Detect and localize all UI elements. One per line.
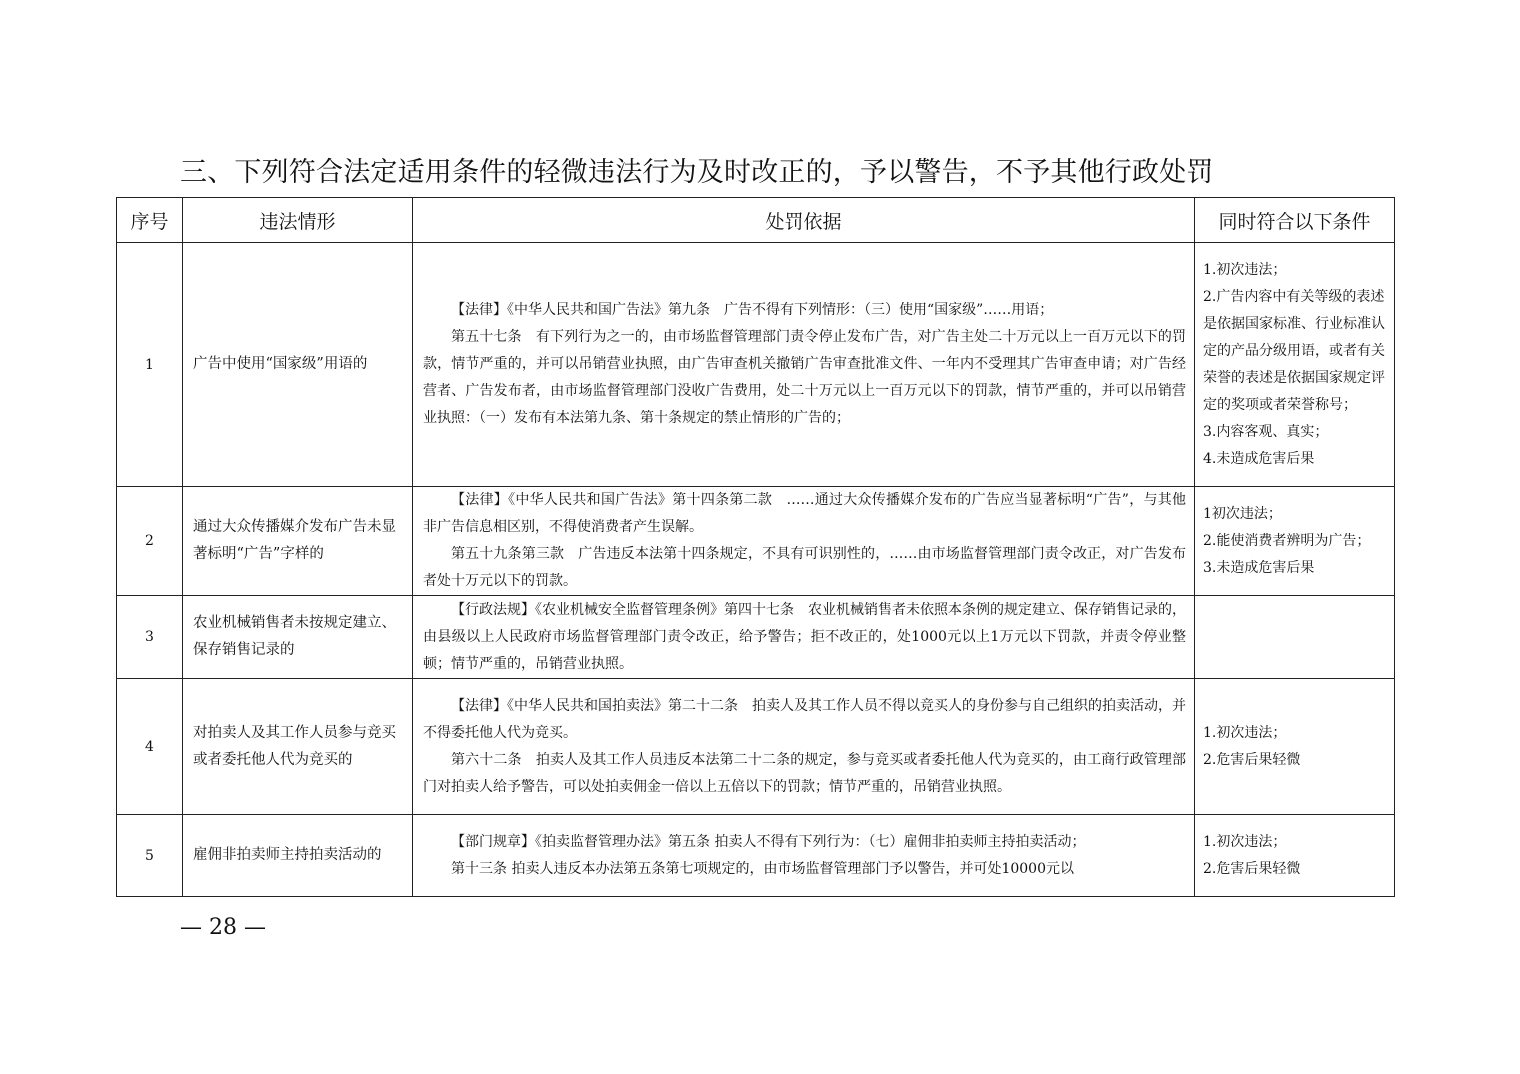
table-row: [117, 596, 1395, 679]
basis-paragraph: 【法律】《中华人民共和国广告法》第十四条第二款 ……通过大众传播媒介发布的广告应当显著标明“广告”，与其他非广告信息相区别，不得使消费者产生误解。: [423, 492, 1186, 535]
violation-case: 通过大众传播媒介发布广告未显著标明“广告”字样的: [183, 487, 413, 596]
condition-item: 2.能使消费者辨明为广告；: [1203, 532, 1371, 549]
violation-case: 农业机械销售者未按规定建立、保存销售记录的: [183, 596, 413, 679]
violation-case: 广告中使用“国家级”用语的: [183, 243, 413, 487]
conditions: [1195, 815, 1395, 897]
header-basis: 处罚依据: [413, 198, 1195, 243]
row-index: 2: [117, 487, 183, 596]
row-index: 3: [117, 596, 183, 679]
conditions: [1195, 487, 1395, 596]
penalty-basis: [413, 243, 1195, 487]
basis-paragraph: 【行政法规】《农业机械安全监督管理条例》第四十七条 农业机械销售者未依照本条例的规定建立、保存销售记录的，由县级以上人民政府市场监督管理部门责令改正，给予警告；拒不改正的，处1000元以上1万元以下罚款，并责令停业整顿；情节严重的，吊销营业执照。: [423, 601, 1186, 672]
basis-paragraph: 【法律】《中华人民共和国拍卖法》第二十二条 拍卖人及其工作人员不得以竞买人的身份参与自己组织的拍卖活动，并不得委托他人代为竞买。: [423, 697, 1186, 741]
penalty-basis: [413, 596, 1195, 679]
basis-paragraph: 第五十七条 有下列行为之一的，由市场监督管理部门责令停止发布广告，对广告主处二十万元以上一百万元以下的罚款，情节严重的，并可以吊销营业执照，由广告审查机关撤销广告审查批准文件、一年内不受理其广告审查申请；对广告经营者、广告发布者，由市场监督管理部门没收广告费用，处二十万元以上一百万元以下的罚款，情节严重的，并可以吊销营业执照：（一）发布有本法第九条、第十条规定的禁止情形的广告的；: [423, 329, 1186, 426]
penalty-basis: [413, 815, 1195, 897]
conditions: [1195, 596, 1395, 679]
condition-item: 1.初次违法；: [1203, 261, 1287, 278]
penalty-basis: [413, 487, 1195, 596]
basis-paragraph: 【法律】《中华人民共和国广告法》第九条 广告不得有下列情形：（三）使用“国家级”……用语；: [451, 302, 1054, 318]
table-row: [117, 243, 1395, 487]
basis-paragraph: 【部门规章】《拍卖监督管理办法》第五条 拍卖人不得有下列行为：（七）雇佣非拍卖师主持拍卖活动；: [451, 833, 1086, 850]
conditions: [1195, 243, 1395, 487]
condition-item: 3.未造成危害后果: [1203, 559, 1315, 576]
condition-item: 2.广告内容中有关等级的表述是依据国家标准、行业标准认定的产品分级用语，或者有关荣誉的表述是依据国家规定评定的奖项或者荣誉称号；: [1203, 288, 1385, 413]
violation-case: 雇佣非拍卖师主持拍卖活动的: [183, 815, 413, 897]
basis-paragraph: 第六十二条 拍卖人及其工作人员违反本法第二十二条的规定，参与竞买或者委托他人代为竞买的，由工商行政管理部门对拍卖人给予警告，可以处拍卖佣金一倍以上五倍以下的罚款；情节严重的，吊销营业执照。: [423, 751, 1186, 795]
table-row: [117, 679, 1395, 815]
violation-case: 对拍卖人及其工作人员参与竞买或者委托他人代为竞买的: [183, 679, 413, 815]
condition-item: 1.初次违法；: [1203, 833, 1287, 850]
condition-item: 1初次违法；: [1203, 505, 1282, 522]
basis-paragraph: 第十三条 拍卖人违反本办法第五条第七项规定的，由市场监督管理部门予以警告，并可处10000元以: [451, 860, 1074, 877]
condition-item: 1.初次违法；: [1203, 724, 1287, 741]
condition-item: 3.内容客观、真实；: [1203, 423, 1329, 440]
header-violation: 违法情形: [183, 198, 413, 243]
condition-item: 4.未造成危害后果: [1203, 450, 1315, 467]
row-index: 4: [117, 679, 183, 815]
basis-paragraph: 第五十九条第三款 广告违反本法第十四条规定，不具有可识别性的，……由市场监督管理部门责令改正，对广告发布者处十万元以下的罚款。: [423, 546, 1186, 589]
header-conditions: 同时符合以下条件: [1195, 198, 1395, 243]
page-title: 三、下列符合法定适用条件的轻微违法行为及时改正的，予以警告，不予其他行政处罚: [180, 157, 1214, 188]
row-index: 5: [117, 815, 183, 897]
table-row: [117, 487, 1395, 596]
condition-item: 2.危害后果轻微: [1203, 751, 1301, 768]
penalty-table: [116, 197, 1395, 897]
conditions: [1195, 679, 1395, 815]
condition-item: 2.危害后果轻微: [1203, 860, 1301, 877]
page-number: — 28 —: [180, 915, 266, 940]
table-header-row: [117, 198, 1395, 243]
row-index: 1: [117, 243, 183, 487]
header-index: 序号: [117, 198, 183, 243]
penalty-basis: [413, 679, 1195, 815]
table-row: [117, 815, 1395, 897]
